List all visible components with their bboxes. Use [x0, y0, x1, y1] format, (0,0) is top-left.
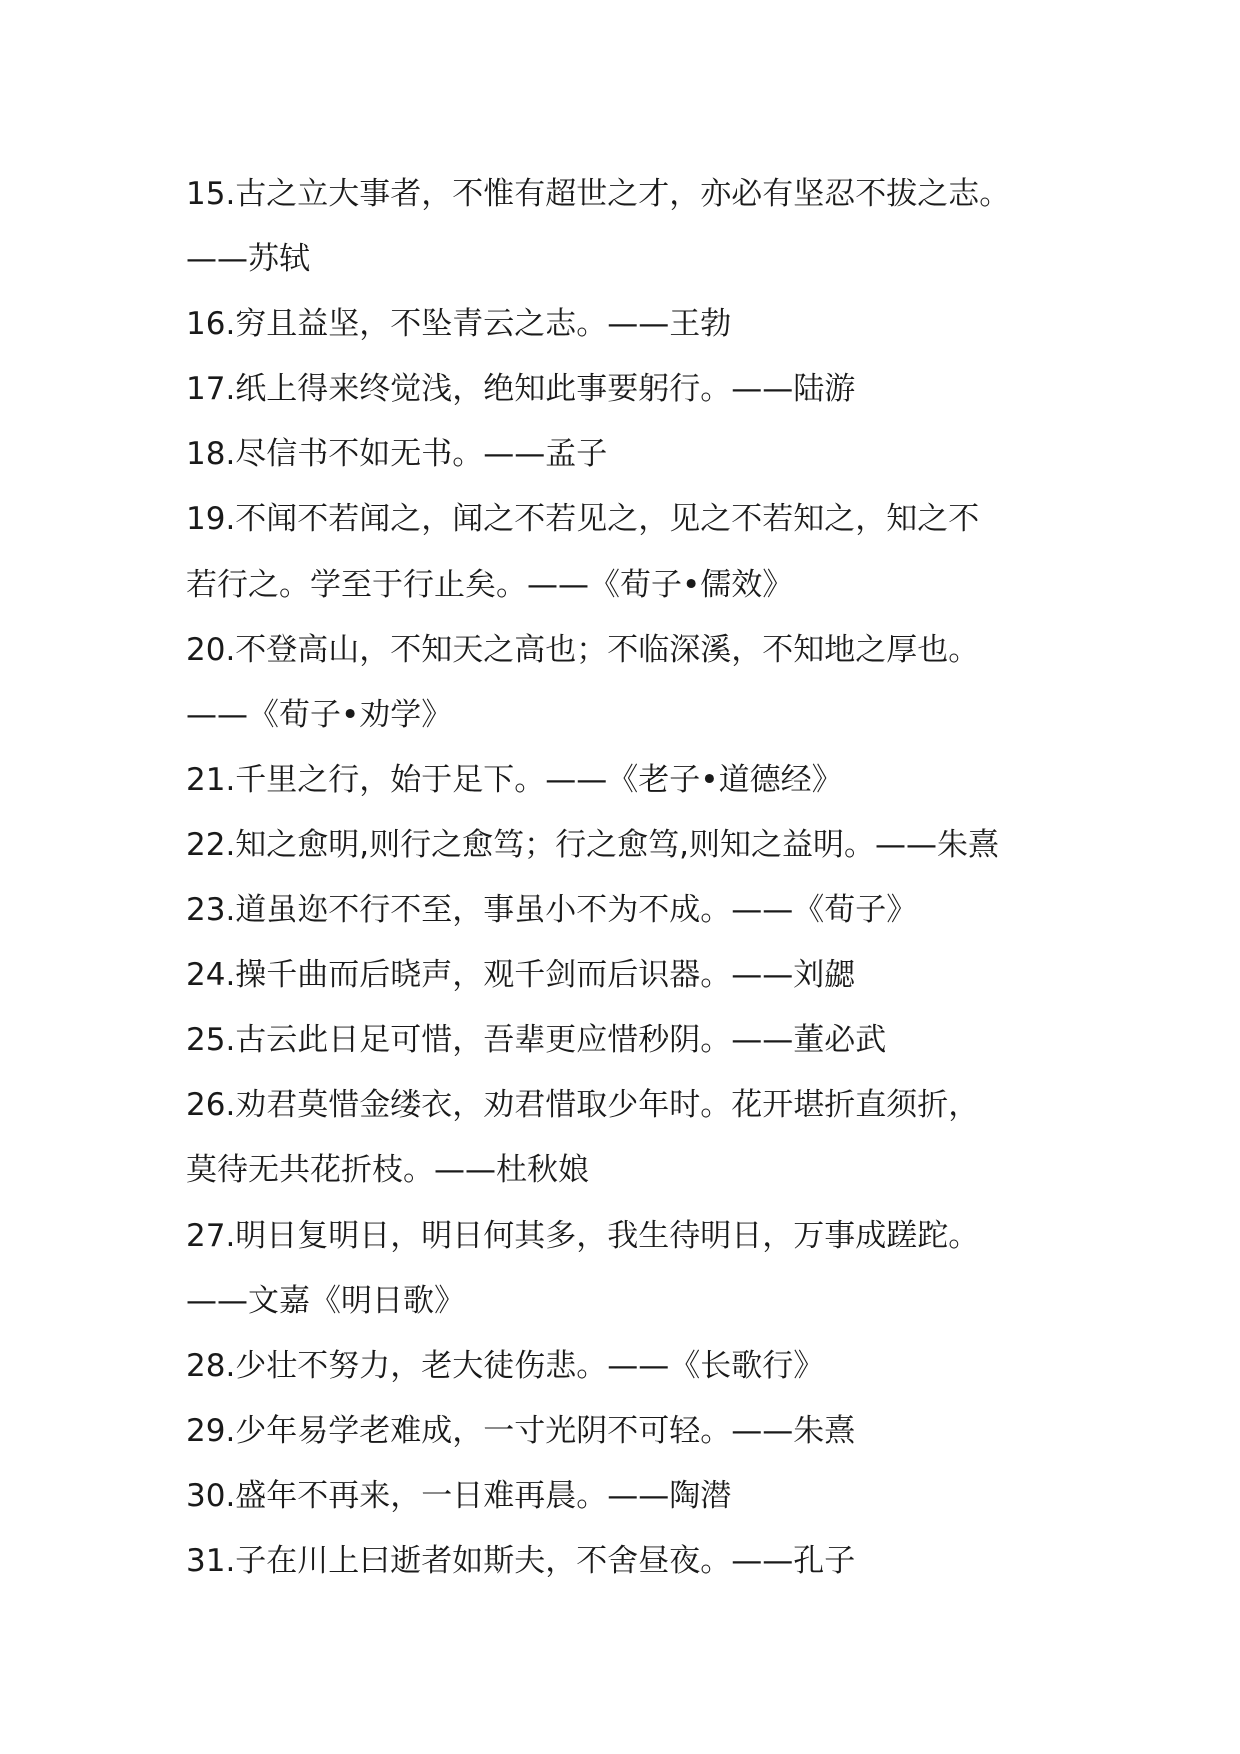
- quote-line-27: 27.明日复明日，明日何其多，我生待明日，万事成蹉跎。: [186, 1217, 980, 1254]
- quote-line-26: 26.劝君莫惜金缕衣，劝君惜取少年时。花开堪折直须折，: [186, 1087, 980, 1124]
- quote-line-15-author: ——苏轼: [186, 241, 310, 278]
- quote-line-20: 20.不登高山，不知天之高也；不临深溪，不知地之厚也。: [186, 631, 980, 668]
- quote-line-21: 21.千里之行，始于足下。——《老子•道德经》: [186, 761, 843, 798]
- quote-line-16: 16.穷且益坚，不坠青云之志。——王勃: [186, 306, 732, 343]
- quote-line-15: 15.古之立大事者，不惟有超世之才，亦必有坚忍不拔之志。: [186, 176, 1011, 212]
- quote-line-29: 29.少年易学老难成，一寸光阴不可轻。——朱熹: [186, 1412, 856, 1449]
- quote-line-23: 23.道虽迩不行不至，事虽小不为不成。——《荀子》: [186, 892, 918, 929]
- quote-list: [186, 162, 1086, 1594]
- quote-line-31: 31.子在川上曰逝者如斯夫，不舍昼夜。——孔子: [186, 1542, 856, 1579]
- quote-line-19: 19.不闻不若闻之，闻之不若见之，见之不若知之，知之不: [186, 501, 980, 538]
- quote-line-28: 28.少壮不努力，老大徒伤悲。——《长歌行》: [186, 1347, 825, 1384]
- quote-line-18: 18.尽信书不如无书。——孟子: [186, 436, 608, 473]
- quote-line-17: 17.纸上得来终觉浅，绝知此事要躬行。——陆游: [186, 371, 856, 408]
- quote-line-30: 30.盛年不再来，一日难再晨。——陶潜: [186, 1477, 732, 1514]
- quote-line-22: 22.知之愈明,则行之愈笃；行之愈笃,则知之益明。——朱熹: [186, 826, 1000, 863]
- quote-line-26-cont: 莫待无共花折枝。——杜秋娘: [186, 1152, 589, 1189]
- quote-line-20-author: ——《荀子•劝学》: [186, 696, 453, 733]
- quote-line-25: 25.古云此日足可惜，吾辈更应惜秒阴。——董必武: [186, 1022, 887, 1059]
- quote-line-19-cont: 若行之。学至于行止矣。——《荀子•儒效》: [186, 566, 794, 603]
- quote-line-27-author: ——文嘉《明日歌》: [186, 1282, 465, 1319]
- quote-line-24: 24.操千曲而后晓声，观千剑而后识器。——刘勰: [186, 957, 856, 994]
